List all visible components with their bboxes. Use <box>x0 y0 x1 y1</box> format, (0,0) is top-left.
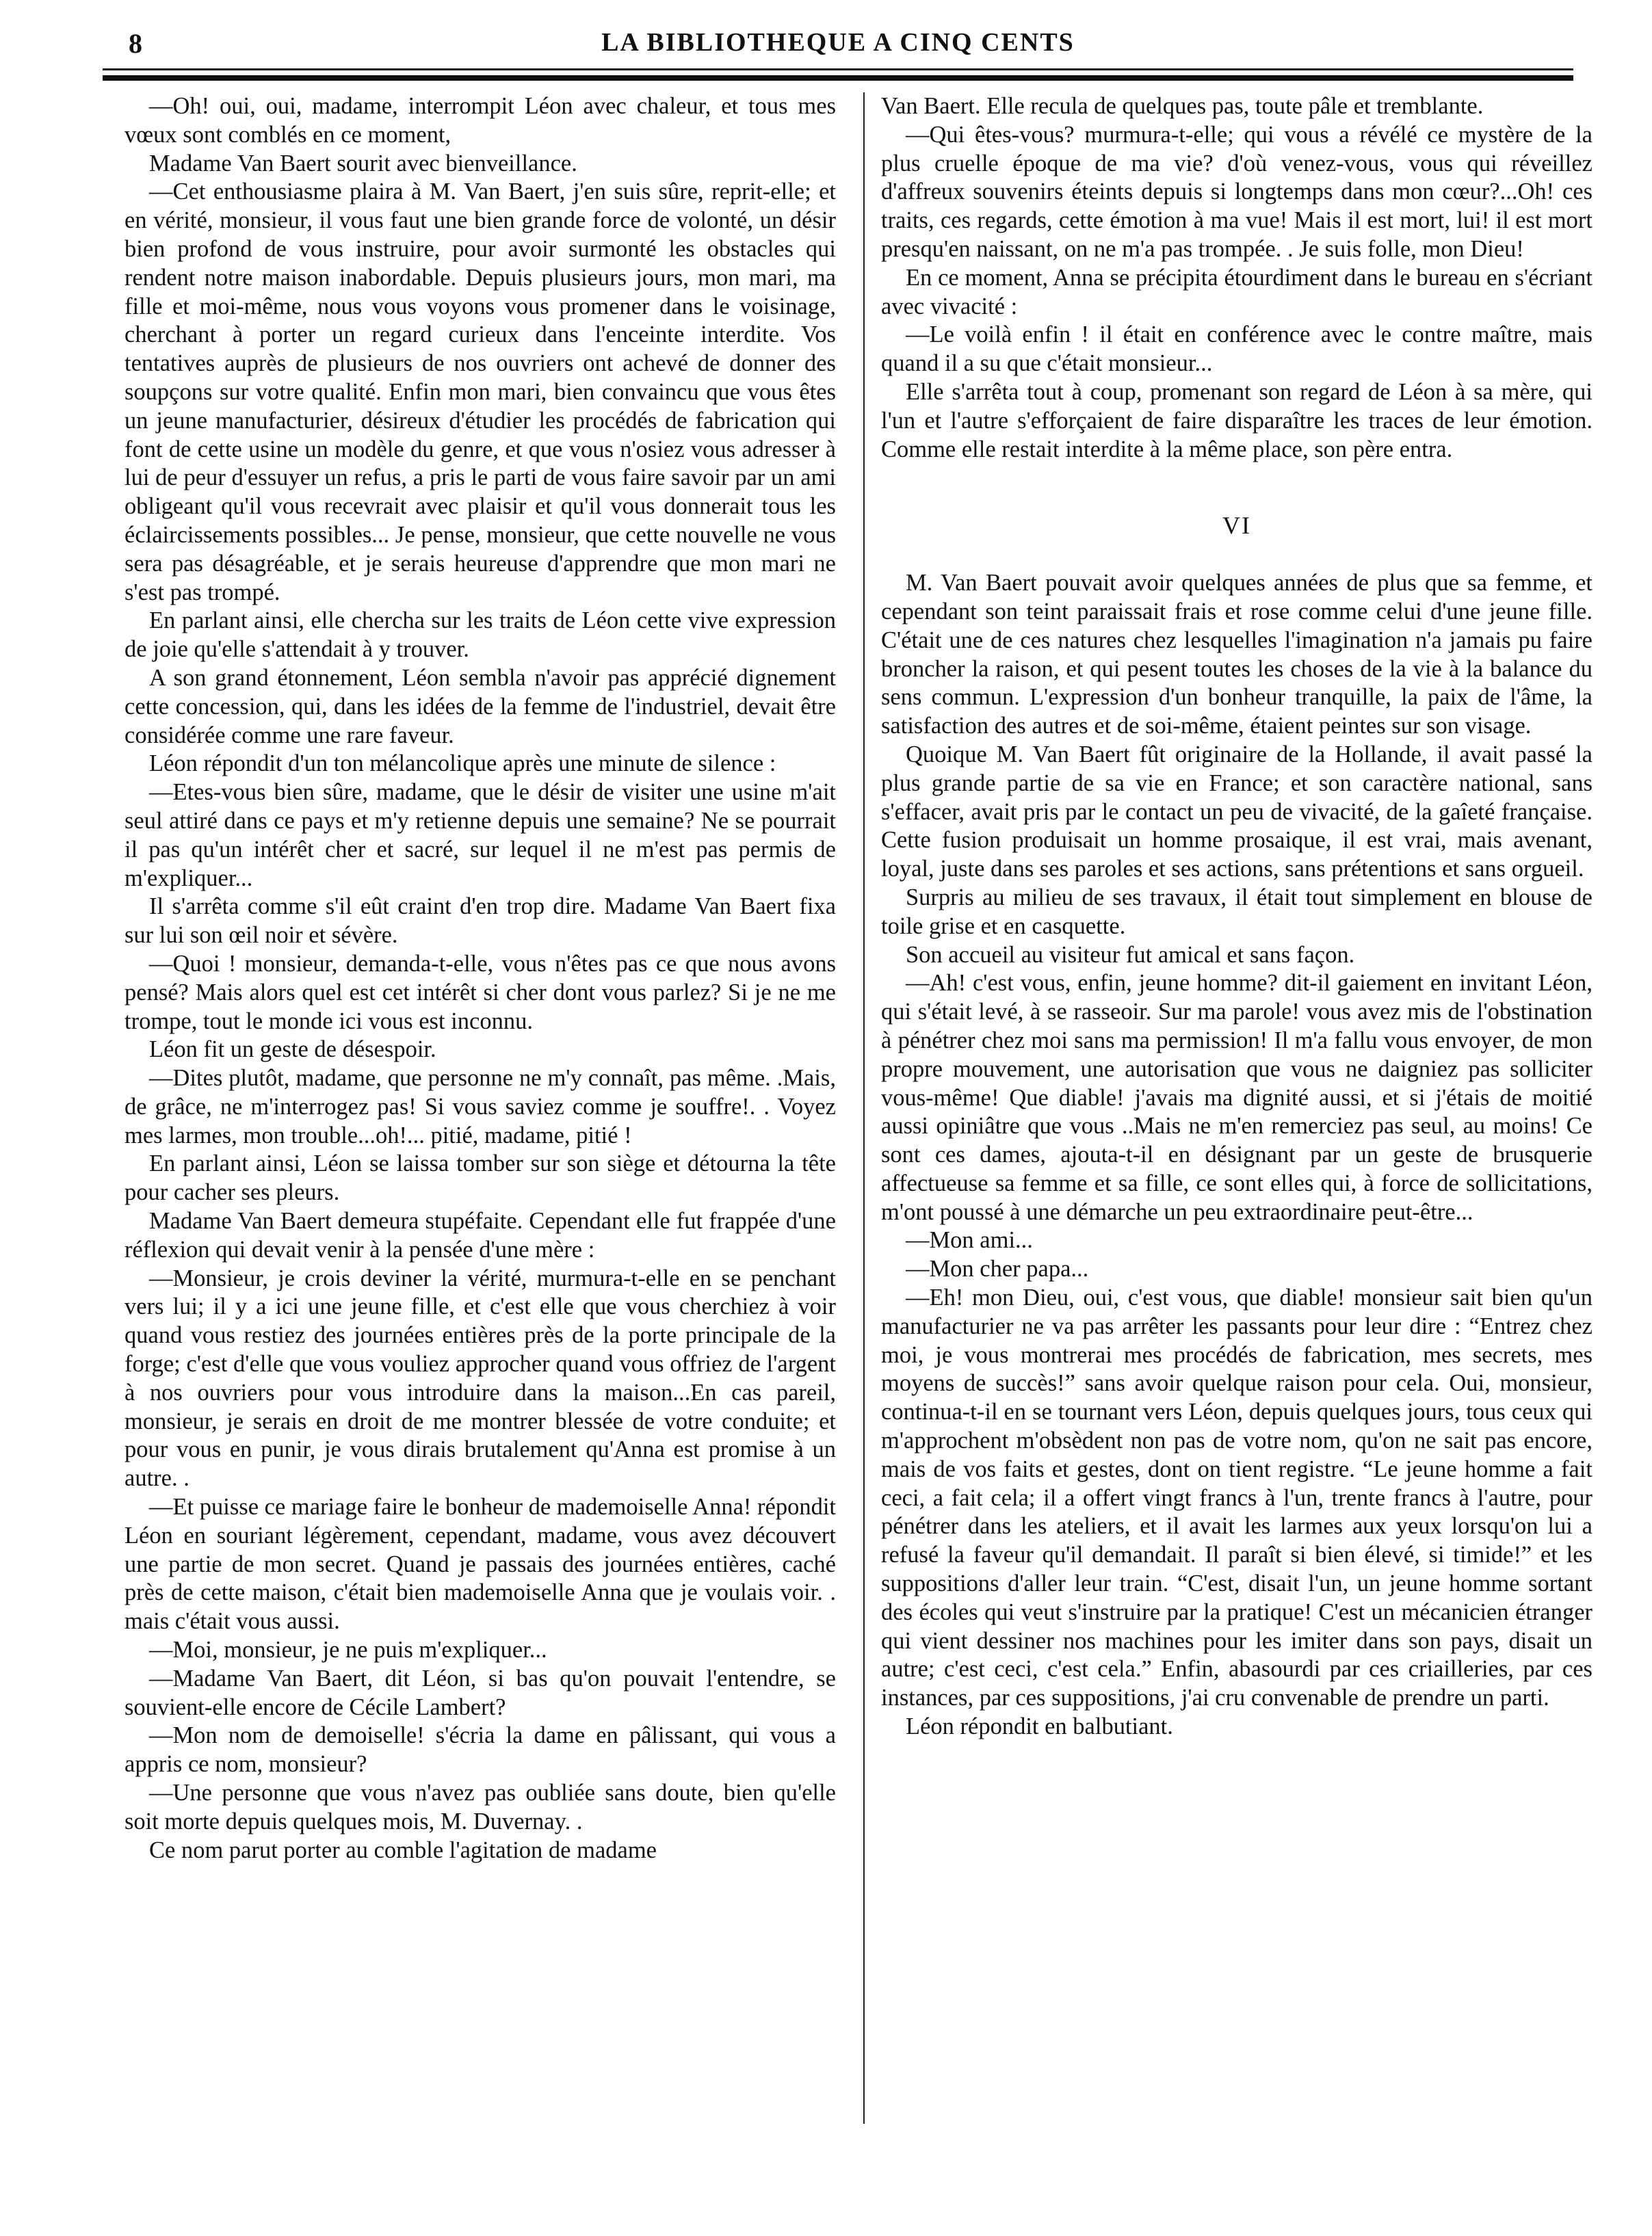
right-column <box>881 92 1592 1741</box>
paragraph: Quoique M. Van Baert fût originaire de la Hollande, il avait passé la plus grande partie de sa vie en France; et son caractère national, sans s'effacer, avait pris par le contact un peu de vivacité, de la gaîeté française. Cette fusion produisait un homme prosaique, il est vrai, mais avenant, loyal, juste dans ses paroles et ses actions, sans prétentions et sans orgueil. <box>881 741 1592 882</box>
paragraph: —Dites plutôt, madame, que personne ne m'y connaît, pas même. .Mais, de grâce, ne m'interrogez pas! Si vous saviez comme je souffre!. . Voyez mes larmes, mon trouble...oh!... pitié, madame, pitié ! <box>124 1065 836 1148</box>
paragraph: M. Van Baert pouvait avoir quelques années de plus que sa femme, et cependant son teint paraissait frais et rose comme celui d'une jeune fille. C'était une de ces natures chez lesquelles l'imagination n'a jamais pu faire broncher la raison, et qui pesent toutes les choses de la vie à la balance du sens commun. L'expression d'un bonheur tranquille, la paix de l'âme, la satisfaction des autres et de soi-même, étaient peintes sur son visage. <box>881 570 1592 739</box>
running-title: LA BIBLIOTHEQUE A CINQ CENTS <box>601 28 1075 57</box>
paragraph: Son accueil au visiteur fut amical et sans façon. <box>906 941 1355 968</box>
paragraph: —Oh! oui, oui, madame, interrompit Léon avec chaleur, et tous mes vœux sont comblés en ce moment, <box>124 93 836 148</box>
header-rule-thin <box>103 68 1573 70</box>
page-header <box>103 19 1573 67</box>
paragraph: —Ah! c'est vous, enfin, jeune homme? dit-il gaiement en invitant Léon, qui s'était levé, à se rasseoir. Sur ma parole! vous avez mis de l'obstination à pénétrer chez moi sans ma permission! Il m'a fallu vous envoyer, de mon propre mouvement, une autorisation que vous ne daigniez pas solliciter vous-même! Que diable! j'avais ma dignité aussi, et si j'étais de moitié aussi opiniâtre que vous ..Mais ne m'en remerciez pas seul, au moins! Ce sont ces dames, ajouta-t-il en désignant par un geste de brusquerie affectueuse sa femme et sa fille, ce sont elles qui, à force de sollicitations, m'ont poussé à une démarche un peu extraordinaire peut-être... <box>881 970 1592 1225</box>
paragraph: —Madame Van Baert, dit Léon, si bas qu'on pouvait l'entendre, se souvient-elle encore de Cécile Lambert? <box>124 1665 836 1720</box>
paragraph: —Moi, monsieur, je ne puis m'expliquer... <box>149 1637 547 1663</box>
paragraph: —Qui êtes-vous? murmura-t-elle; qui vous a révélé ce mystère de la plus cruelle époque de ma vie? d'où venez-vous, vous qui réveillez d'affreux souvenirs éteints depuis si longtemps dans mon cœur?...Oh! ces traits, ces regards, cette émotion à ma vue! Mais il est mort, lui! il est mort presqu'en naissant, on ne m'a pas trompée. . Je suis folle, mon Dieu! <box>881 121 1592 262</box>
paragraph: Léon répondit d'un ton mélancolique après une minute de silence : <box>149 750 776 777</box>
paragraph: En parlant ainsi, Léon se laissa tomber sur son siège et détourna la tête pour cacher ses pleurs. <box>124 1150 836 1206</box>
paragraph: —Le voilà enfin ! il était en conférence avec le contre maître, mais quand il a su que c'était monsieur... <box>881 321 1592 377</box>
paragraph: —Quoi ! monsieur, demanda-t-elle, vous n'êtes pas ce que nous avons pensé? Mais alors quel est cet intérêt si cher dont vous parlez? Si je ne me trompe, tout le monde ici vous est inconnu. <box>124 950 836 1034</box>
section-heading: VI <box>1222 512 1251 540</box>
paragraph: Surpris au milieu de ses travaux, il était tout simplement en blouse de toile grise et en casquette. <box>881 884 1592 939</box>
column-divider <box>863 92 865 2124</box>
paragraph: Léon répondit en balbutiant. <box>906 1713 1173 1740</box>
paragraph: A son grand étonnement, Léon sembla n'avoir pas apprécié dignement cette concession, qui, dans les idées de la femme de l'industriel, devait être considérée comme une rare faveur. <box>124 664 836 748</box>
paragraph: —Monsieur, je crois deviner la vérité, murmura-t-elle en se penchant vers lui; il y a ici une jeune fille, et c'est elle que vous cherchiez à voir quand vous restiez des journées entières près de la porte principale de la forge; c'est d'elle que vous vouliez approcher quand vous offriez de l'argent à nos ouvriers pour vous introduire dans la maison...En cas pareil, monsieur, je serais en droit de me montrer blessée de votre conduite; et pour vous en punir, je vous dirais brutalement qu'Anna est promise à un autre. . <box>124 1265 836 1492</box>
paragraph: —Une personne que vous n'avez pas oubliée sans doute, bien qu'elle soit morte depuis quelques mois, M. Duvernay. . <box>124 1780 836 1834</box>
header-rule-thick <box>103 75 1573 81</box>
paragraph: —Mon cher papa... <box>906 1256 1089 1283</box>
paragraph: En ce moment, Anna se précipita étourdiment dans le bureau en s'écriant avec vivacité : <box>881 264 1592 319</box>
paragraph: —Mon nom de demoiselle! s'écria la dame en pâlissant, qui vous a appris ce nom, monsieur? <box>124 1722 836 1778</box>
paragraph: —Eh! mon Dieu, oui, c'est vous, que diable! monsieur sait bien qu'un manufacturier ne va pas arrêter les passants pour leur dire : “Entrez chez moi, je vous montrerai mes procédés de fabrication, mes secrets, mes moyens de succès!” sans avoir quelque raison pour cela. Oui, monsieur, continua-t-il en se tournant vers Léon, depuis quelques jours, tous ceux qui m'approchent m'obsèdent non pas de votre nom, qu'on ne sait pas encore, mais de vos faits et gestes, dont on tient registre. “Le jeune homme a fait ceci, a fait cela; il a offert vingt francs à l'un, trente francs à l'autre, pour pénétrer dans les ateliers, et il avait les larmes aux yeux lorsqu'on lui a refusé la faveur qu'il demandait. Il paraît si bien élevé, si timide!” et les suppositions d'aller leur train. “C'est, disait l'un, un jeune homme sortant des écoles qui veut s'instruire par la pratique! C'est un mécanicien étranger qui vient dessiner nos machines pour les imiter dans son pays, disait un autre; c'est ceci, c'est cela.” Enfin, abasourdi par ces criailleries, par ces instances, par ces suppositions, j'ai cru convenable de prendre un parti. <box>881 1285 1592 1711</box>
paragraph: —Etes-vous bien sûre, madame, que le désir de visiter une usine m'ait seul attiré dans ce pays et m'y retienne depuis une semaine? Ne se pourrait il pas qu'un intérêt cher et sacré, sur lequel il ne m'est pas permis de m'expliquer... <box>124 779 836 891</box>
paragraph: Madame Van Baert sourit avec bienveillance. <box>149 150 577 176</box>
paragraph: —Mon ami... <box>906 1227 1033 1254</box>
left-column <box>124 92 836 1865</box>
paragraph: —Cet enthousiasme plaira à M. Van Baert, j'en suis sûre, reprit-elle; et en vérité, monsieur, il vous faut une bien grande force de volonté, un désir bien profond de vous instruire, pour avoir surmonté les obstacles qui rendent notre maison inabordable. Depuis plusieurs jours, mon mari, ma fille et moi-même, nous vous voyons vous promener dans le voisinage, cherchant à porter un regard curieux dans l'enceinte interdite. Vos tentatives auprès de plusieurs de nos ouvriers ont achevé de donner des soupçons sur votre qualité. Enfin mon mari, bien convaincu que vous êtes un jeune manufacturier, désireux d'étudier les procédés de fabrication qui font de cette usine un modèle du genre, et que vous n'osiez vous adresser à lui de peur d'essuyer un refus, a pris le parti de vous faire savoir par un ami obligeant qu'il vous recevrait avec plaisir et qu'il vous donnerait tous les éclaircissements possibles... Je pense, monsieur, que cette nouvelle ne vous sera pas désagréable, et je serais heureuse d'apprendre que mon mari ne s'est pas trompé. <box>124 179 836 605</box>
paragraph: Il s'arrêta comme s'il eût craint d'en trop dire. Madame Van Baert fixa sur lui son œil noir et sévère. <box>124 893 836 949</box>
paragraph: Van Baert. Elle recula de quelques pas, toute pâle et tremblante. <box>881 93 1484 119</box>
paragraph: —Et puisse ce mariage faire le bonheur de mademoiselle Anna! répondit Léon en souriant légèrement, cependant, madame, vous avez découvert une partie de mon secret. Quand je passais des journées entières, caché près de cette maison, c'était bien mademoiselle Anna que je voulais voir. . mais c'était vous aussi. <box>124 1494 836 1635</box>
paragraph: Ce nom parut porter au comble l'agitation de madame <box>149 1837 657 1863</box>
paragraph: Léon fit un geste de désespoir. <box>149 1036 436 1063</box>
page-number: 8 <box>129 28 142 59</box>
paragraph: Madame Van Baert demeura stupéfaite. Cependant elle fut frappée d'une réflexion qui devait venir à la pensée d'une mère : <box>124 1208 836 1263</box>
paragraph: En parlant ainsi, elle chercha sur les traits de Léon cette vive expression de joie qu'elle s'attendait à y trouver. <box>124 607 836 663</box>
paragraph: Elle s'arrêta tout à coup, promenant son regard de Léon à sa mère, qui l'un et l'autre s'efforçaient de faire disparaître les traces de leur émotion. Comme elle restait interdite à la même place, son père entra. <box>881 378 1592 462</box>
